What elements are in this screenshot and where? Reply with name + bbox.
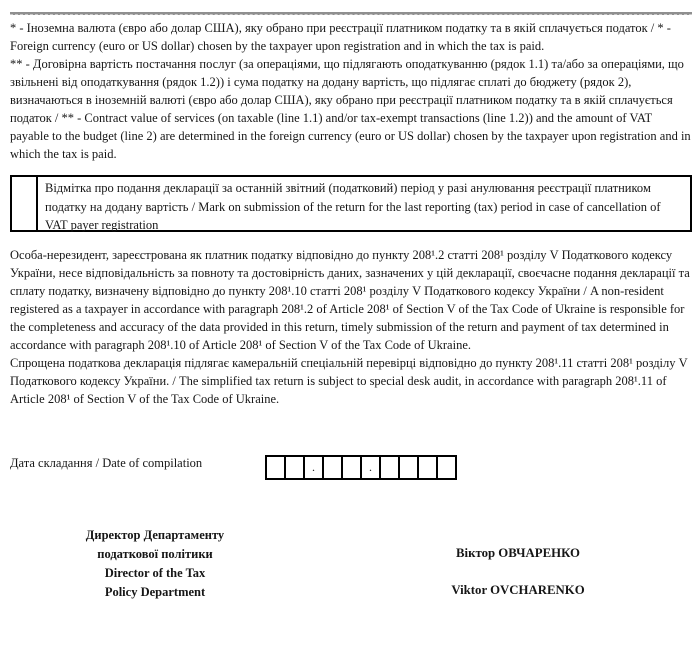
date-year-cell-4[interactable] [437, 456, 456, 479]
cancellation-mark-box [10, 175, 692, 232]
signatory-title-block [55, 526, 255, 602]
signatory-title-en-line1: Director of the Tax [104, 566, 206, 580]
responsibility-paragraph: Особа-нерезидент, зареєстрована як платник податку відповідно до пункту 208¹.2 статті 208¹ розділу V Податкового кодексу України, несе відповідальність за повноту та достовірність даних, зазначених у цій декларації, своєчасне подання декларації та сплату податку, визначену відповідно до пункту 208¹.10 статті 208¹ розділу V Податкового кодексу України / A non-resident registered as a taxpayer in accordance with paragraph 208¹.2 of Article 208¹ of Section V of the Tax Code of Ukraine is responsible for the completeness and accuracy of the data provided in this return, timely submission of the return and payment of tax determined in accordance with paragraph 208¹.10 of Article 208¹ of Section V of the Tax Code of Ukraine. [10, 248, 690, 352]
date-month-cell-1[interactable] [323, 456, 342, 479]
signatory-name-uk: Віктор ОВЧАРЕНКО [455, 546, 580, 560]
footnotes-section [10, 19, 692, 163]
signatory-title-uk-line1: Директор Департаменту [85, 528, 225, 542]
date-month-cell-2[interactable] [342, 456, 361, 479]
date-day-cell-2[interactable] [285, 456, 304, 479]
date-year-cell-2[interactable] [399, 456, 418, 479]
audit-paragraph: Спрощена податкова декларація підлягає камеральній спеціальній перевірці відповідно до пункту 208¹.11 статті 208¹ розділу V Податкового кодексу України. / The simplified tax return is subject to special desk audit, in accordance with paragraph 208¹.11 of Article 208¹ of Section V of the Tax Code of Ukraine. [10, 356, 688, 406]
separator-line [10, 12, 692, 15]
date-cells-row [266, 456, 456, 479]
date-of-compilation-label: Дата складання / Date of compilation [10, 456, 203, 470]
signatory-title-en-line2: Policy Department [104, 585, 206, 599]
date-of-compilation-field [265, 455, 457, 480]
signatory-name-en: Viktor OVCHARENKO [451, 583, 585, 597]
date-year-cell-3[interactable] [418, 456, 437, 479]
date-day-cell-1[interactable] [266, 456, 285, 479]
legal-text-section [10, 246, 692, 408]
footnote-double-star: ** - Договірна вартість постачання послуг (за операціями, що підлягають оподаткуванню (рядок 1.1) та/або за операціями, що звільнені від оподаткування (рядок 1.2)) і сума податку на додану вартість, що підлягає сплаті до бюджету (рядок 2), визначаються в іноземній валюті (євро або долар США), яку обрано при реєстрації платником податку та в якій сплачується податок / ** - Contract value of services (on taxable (line 1.1) and/or tax-exempt transactions (line 1.2)) and the amount of VAT payable to the budget (line 2) are determined in the foreign currency (euro or US dollar) chosen by the taxpayer upon registration and in which the tax is paid. [10, 57, 691, 161]
date-separator-dot: . [361, 456, 380, 479]
cancellation-mark-label: Відмітка про подання декларації за останній звітний (податковий) період у разі анулювання реєстрації платником податку на додану вартість / Mark on submission of the return for the last reporting (tax) period in case of cancellation of VAT payer registration [45, 181, 661, 232]
footnote-single-star: * - Іноземна валюта (євро або долар США), яку обрано при реєстрації платником податку та в якій сплачується податок / * - Foreign currency (euro or US dollar) chosen by the taxpayer upon registration and in which the tax is paid. [10, 21, 671, 53]
signatory-title-uk-line2: податкової політики [97, 547, 213, 561]
date-year-cell-1[interactable] [380, 456, 399, 479]
cancellation-mark-checkbox[interactable] [12, 177, 38, 230]
signatory-name-block [423, 544, 613, 600]
date-separator-dot: . [304, 456, 323, 479]
